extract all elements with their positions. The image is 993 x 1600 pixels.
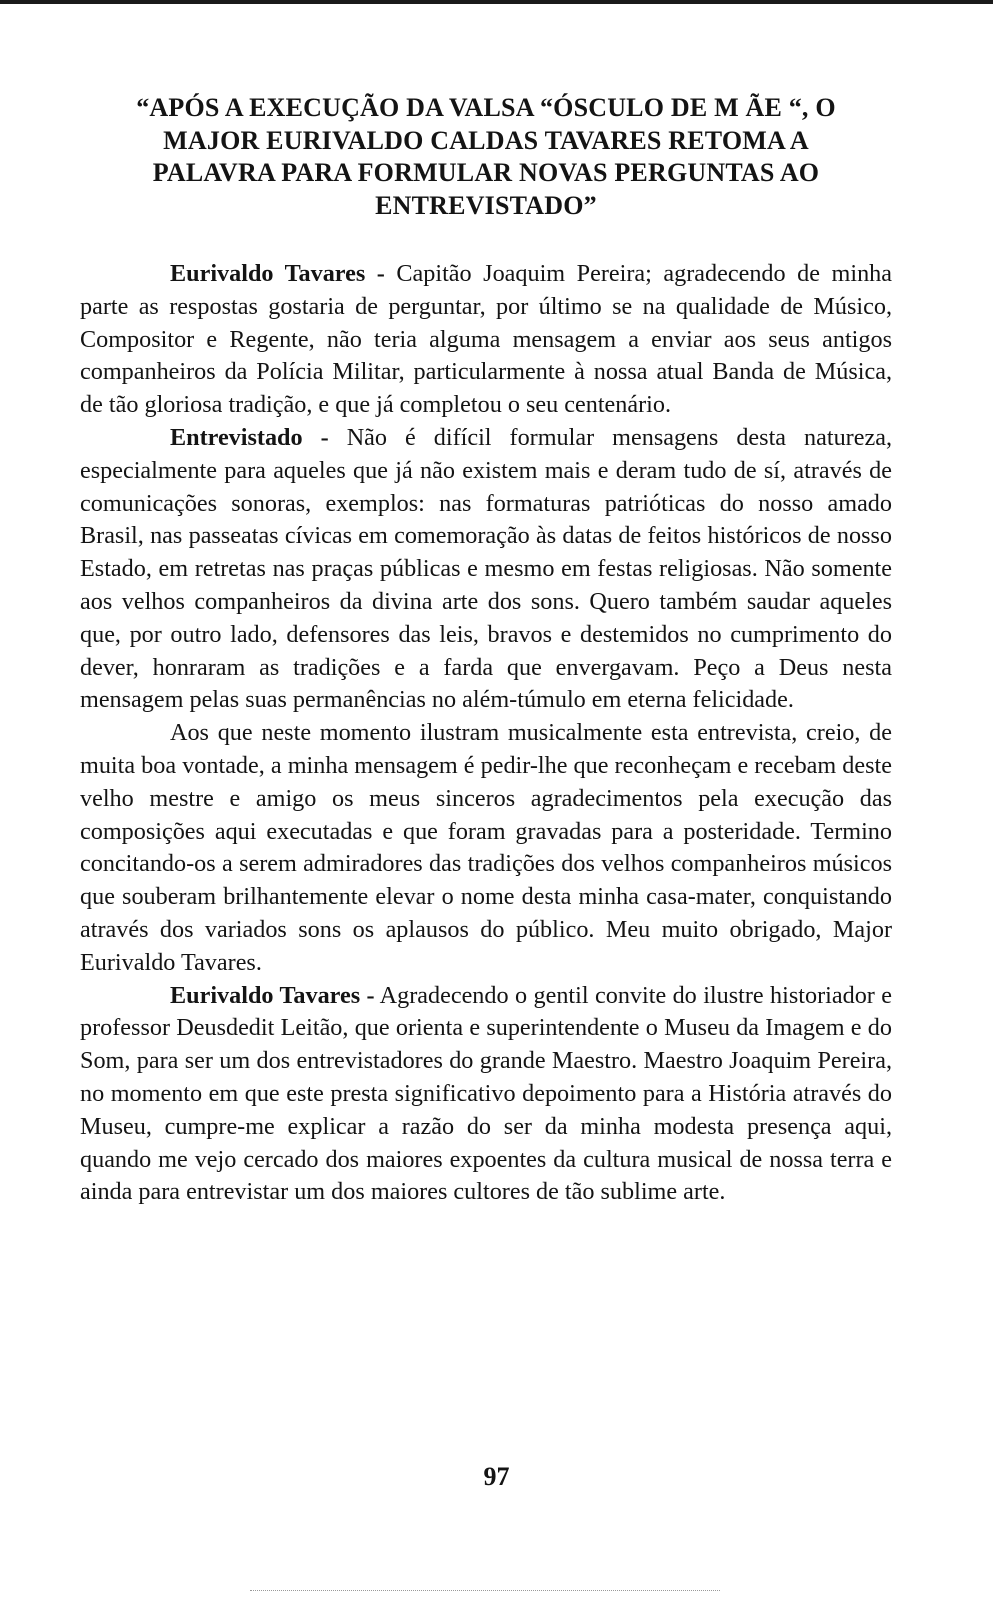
paragraph-interviewer-question [80, 258, 892, 422]
document-page [80, 92, 892, 1209]
paragraph-text: Não é difícil formular mensagens desta natureza, especialmente para aqueles que já não existem mais e deram tudo de sí, através de comunicações sonoras, exemplos: nas formaturas patrióticas do nosso amado Brasil, nas passeatas cívicas em comemoração às datas de feitos históricos de nosso Estado, em retretas nas praças públicas e mesmo em festas religiosas. Não somente aos velhos companheiros da divina arte dos sons. Quero também saudar aqueles que, por outro lado, defensores das leis, bravos e destemidos no cumprimento do dever, honraram as tradições e a farda que envergavam. Peço a Deus nesta mensagem pelas suas permanências no além-túmulo em eterna felicidade. [80, 423, 892, 714]
section-heading [80, 92, 892, 222]
paragraph-text: Aos que neste momento ilustram musicalmente esta entrevista, creio, de muita boa vontade, a minha mensagem é pedir-lhe que reconheçam e recebam deste velho mestre e amigo os meus sinceros agradecimentos pela execução das composições aqui executadas e que foram gravadas para a posteridade. Termino concitando-os a serem admiradores das tradições dos velhos companheiros músicos que souberam brilhantemente elevar o nome desta minha casa-mater, conquistando através dos variados sons os aplausos do público. Meu muito obrigado, Major Eurivaldo Tavares. [80, 719, 892, 976]
speaker-label: Eurivaldo Tavares - [170, 260, 385, 287]
heading-line-2: MAJOR EURIVALDO CALDAS TAVARES RETOMA A [163, 125, 809, 155]
top-edge-rule [0, 0, 993, 4]
paragraph-interviewee-continuation [80, 717, 892, 979]
heading-line-3: PALAVRA PARA FORMULAR NOVAS PERGUNTAS AO [152, 158, 820, 187]
page-number: 97 [483, 1462, 510, 1491]
scan-artifact [250, 1590, 720, 1593]
heading-line-1: “APÓS A EXECUÇÃO DA VALSA “ÓSCULO DE M ÃE “, O [136, 93, 836, 122]
paragraph-interviewer-closing [80, 980, 892, 1210]
speaker-label: Eurivaldo Tavares - [170, 981, 375, 1009]
heading-line-4: ENTREVISTADO” [375, 190, 597, 220]
paragraph-text: Capitão Joaquim Pereira; agradecendo de minha parte as respostas gostaria de perguntar, por último se na qualidade de Músico, Compositor e Regente, não teria alguma mensagem a enviar aos seus antigos companheiros da Polícia Militar, particularmente à nossa atual Banda de Música, de tão gloriosa tradição, e que já completou o seu centenário. [80, 260, 892, 419]
speaker-label: Entrevistado - [170, 423, 329, 451]
paragraph-text: Agradecendo o gentil convite do ilustre historiador e professor Deusdedit Leitão, que orienta e superintendente o Museu da Imagem e do Som, para ser um dos entrevistadores do grande Maestro. Maestro Joaquim Pereira, no momento em que este presta significativo depoimento para a História através do Museu, cumpre-me explicar a razão do ser da minha modesta presença aqui, quando me vejo cercado dos maiores expoentes da cultura musical de nossa terra e ainda para entrevistar um dos maiores cultores de tão sublime arte. [80, 981, 892, 1206]
paragraph-interviewee-answer [80, 422, 892, 717]
